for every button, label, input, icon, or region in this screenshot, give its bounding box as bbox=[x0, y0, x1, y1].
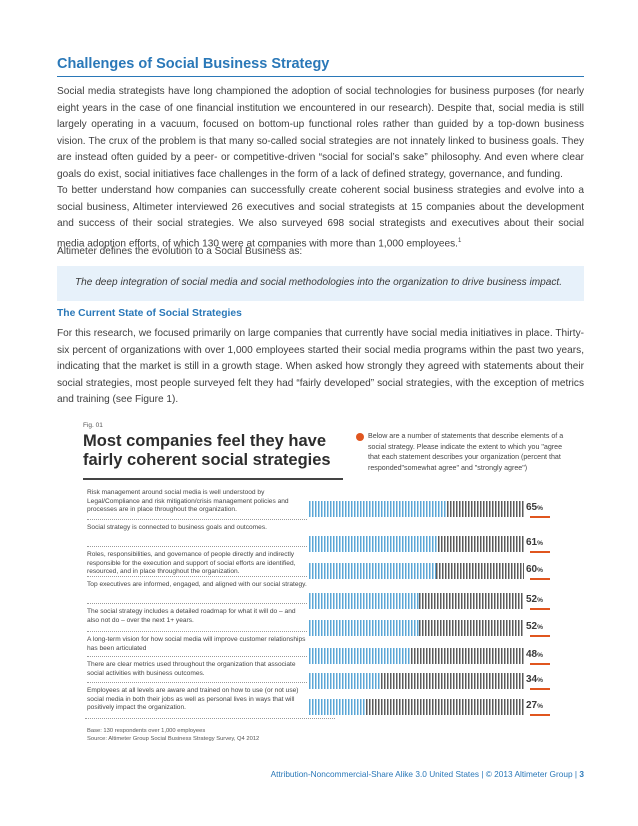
value-unit: % bbox=[537, 597, 543, 604]
value-number: 48 bbox=[526, 649, 538, 660]
bar-remainder bbox=[447, 501, 524, 517]
value-unit: % bbox=[537, 567, 543, 574]
value-underline bbox=[530, 516, 550, 518]
statement-label: Social strategy is connected to business goals and outcomes. bbox=[87, 524, 267, 531]
section-heading: Challenges of Social Business Strategy bbox=[57, 56, 330, 72]
statement-label: A long-term vision for how social media will improve customer relationships has been articulated bbox=[87, 636, 306, 652]
value-unit: % bbox=[537, 652, 543, 659]
paragraph-2 bbox=[57, 183, 584, 253]
bar-agree bbox=[309, 620, 419, 636]
statement-separator bbox=[87, 519, 307, 520]
definition-quote: The deep integration of social media and social methodologies into the organization to drive business impact. bbox=[75, 277, 563, 288]
value-underline bbox=[530, 663, 550, 665]
definition-callout bbox=[57, 266, 584, 301]
value-unit: % bbox=[537, 703, 543, 710]
value-label bbox=[526, 594, 558, 605]
bar-agree bbox=[309, 536, 438, 552]
bar-remainder bbox=[381, 673, 524, 689]
statement-separator bbox=[87, 682, 307, 683]
bar-track bbox=[309, 673, 555, 689]
bar-remainder bbox=[438, 536, 524, 552]
value-number: 27 bbox=[526, 700, 538, 711]
value-underline bbox=[530, 635, 550, 637]
bar-remainder bbox=[419, 620, 524, 636]
value-number: 34 bbox=[526, 674, 538, 685]
value-unit: % bbox=[537, 677, 543, 684]
bar-track bbox=[309, 501, 555, 517]
bullet-dot-icon bbox=[356, 433, 364, 441]
statement-separator bbox=[87, 546, 307, 547]
footer-license: Attribution-Noncommercial-Share Alike 3.0 United States | © 2013 Altimeter Group | bbox=[270, 769, 578, 779]
value-number: 52 bbox=[526, 621, 538, 632]
subheading: The Current State of Social Strategies bbox=[57, 308, 242, 319]
figure-base: Base: 130 respondents over 1,000 employees bbox=[87, 728, 206, 734]
bar-remainder bbox=[419, 593, 524, 609]
figure-note bbox=[87, 728, 259, 743]
footnote-mark[interactable]: 1 bbox=[458, 237, 462, 244]
survey-question: Below are a number of statements that describe elements of a social strategy. Please indicate the extent to which you "agree that each statement describes your organization (percent that responded"somewhat agree" and "strongly agree") bbox=[368, 432, 564, 472]
bar-track bbox=[309, 563, 555, 579]
statement-label: Risk management around social media is well understood by Legal/Compliance and risk mitigation/crisis management policies and processes are in place throughout the organization. bbox=[87, 489, 289, 514]
bar-agree bbox=[309, 563, 436, 579]
bar-remainder bbox=[366, 699, 524, 715]
bar-agree bbox=[309, 673, 381, 689]
paragraph-3: Altimeter defines the evolution to a Social Business as: bbox=[57, 246, 303, 257]
statement-label: There are clear metrics used throughout the organization that associate social activities with business outcomes. bbox=[87, 661, 296, 677]
statement-separator bbox=[87, 576, 307, 577]
statement-label: The social strategy includes a detailed roadmap for what it will do – and also not do – over the next 1+ years. bbox=[87, 608, 296, 624]
value-label bbox=[526, 537, 558, 548]
statement-separator bbox=[87, 656, 307, 657]
value-unit: % bbox=[537, 540, 543, 547]
bar-agree bbox=[309, 501, 447, 517]
value-label bbox=[526, 649, 558, 660]
bar-track bbox=[309, 699, 555, 715]
bar-agree bbox=[309, 648, 411, 664]
value-underline bbox=[530, 551, 550, 553]
value-number: 61 bbox=[526, 537, 538, 548]
value-underline bbox=[530, 688, 550, 690]
bar-remainder bbox=[436, 563, 524, 579]
value-underline bbox=[530, 578, 550, 580]
bar-track bbox=[309, 536, 555, 552]
statement-separator bbox=[87, 631, 307, 632]
figure-label: Fig. 01 bbox=[83, 422, 103, 429]
paragraph-4: For this research, we focused primarily on large companies that currently have social media initiatives in place. Thirty-six percent of organizations with over 1,000 employees started their social media programs within the past two years, indicating that the market is still in a growth stage. When asked how strongly they agreed with statements about their social strategies, most people surveyed felt they had “fairly developed” social strategies, with the exception of metrics and training (see Figure 1). bbox=[57, 328, 584, 406]
bar-track bbox=[309, 648, 555, 664]
page-number: 3 bbox=[579, 769, 584, 779]
paragraph-1: Social media strategists have long championed the adoption of social technologies for business purposes (for nearly eight years in the case of one financial institution we encountered in our research). Despite that, social media is still largely operating in a vacuum, focused on bottom-up functional roles rather than guided by a top-down business vision. The crux of the problem is that many so-called social strategies are not innately linked to business goals. They are instead often guided by a peer- or competitive-driven “social for social’s sake” philosophy. And even where clear goals do exist, social initiatives face challenges in the form of a lack of defined strategy, governance, and funding. bbox=[57, 86, 584, 180]
statement-label: Employees at all levels are aware and trained on how to use (or not use) social media in both their jobs as well as personal lives in ways that will positively impact the organization. bbox=[87, 687, 299, 712]
statement-separator bbox=[87, 603, 307, 604]
statement-label: Top executives are informed, engaged, and aligned with our social strategy. bbox=[87, 581, 307, 588]
bar-remainder bbox=[411, 648, 524, 664]
value-number: 60 bbox=[526, 564, 538, 575]
value-unit: % bbox=[537, 624, 543, 631]
note-rule bbox=[85, 718, 335, 719]
value-label bbox=[526, 700, 558, 711]
value-underline bbox=[530, 714, 550, 716]
figure-source: Source: Altimeter Group Social Business Strategy Survey, Q4 2012 bbox=[87, 735, 260, 742]
statement-label: Roles, responsibilities, and governance of people directly and indirectly responsible for the execution and support of social efforts are identified, resourced, and in place throughout the organization. bbox=[87, 551, 296, 576]
value-underline bbox=[530, 608, 550, 610]
paragraph-2-text: To better understand how companies can successfully create coherent social business strategies and evolve into a social business, Altimeter interviewed 26 executives and social strategists at 15 companies about the development and success of their social strategies. We also surveyed 698 social strategists and executives about their social media adoption efforts, of which 130 were at companies with more than 1,000 employees. bbox=[57, 185, 584, 250]
bar-agree bbox=[309, 593, 419, 609]
bar-track bbox=[309, 593, 555, 609]
value-number: 65 bbox=[526, 502, 538, 513]
value-number: 52 bbox=[526, 594, 538, 605]
value-label bbox=[526, 564, 558, 575]
figure-title-rule bbox=[83, 478, 343, 480]
value-label bbox=[526, 674, 558, 685]
heading-rule bbox=[57, 76, 584, 77]
value-label bbox=[526, 621, 558, 632]
bar-agree bbox=[309, 699, 366, 715]
page-footer bbox=[0, 769, 584, 779]
figure-title: Most companies feel they have fairly coherent social strategies bbox=[83, 432, 331, 469]
value-unit: % bbox=[537, 505, 543, 512]
value-label bbox=[526, 502, 558, 513]
bar-track bbox=[309, 620, 555, 636]
